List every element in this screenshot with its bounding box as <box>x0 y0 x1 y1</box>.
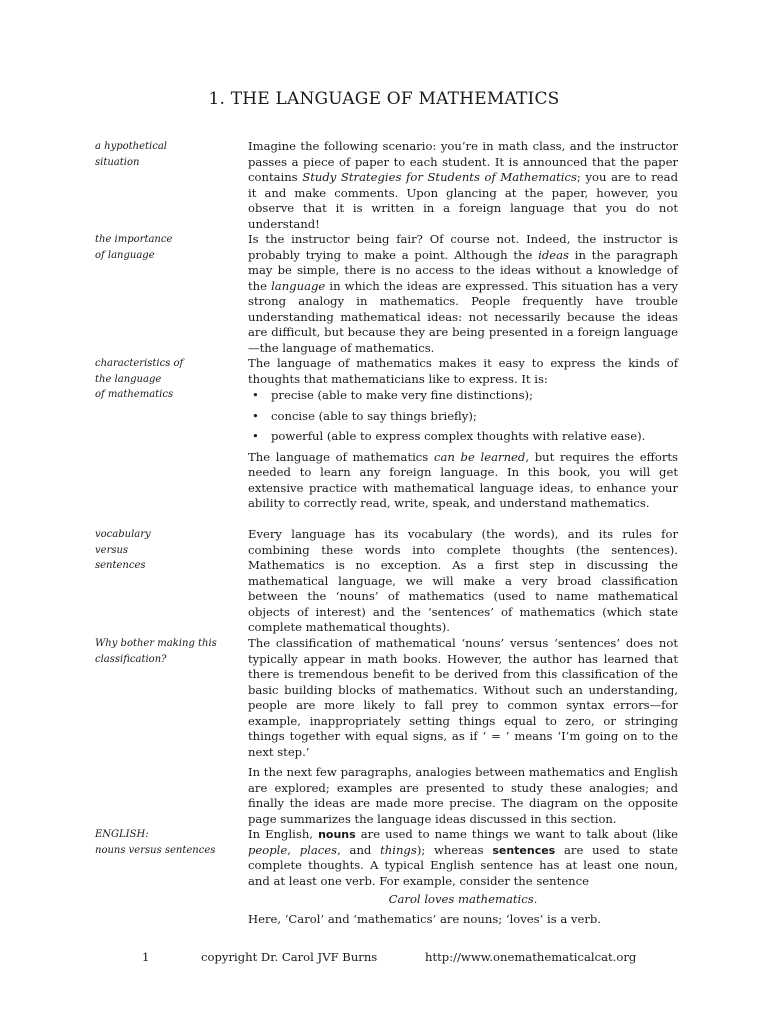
margin-note: ENGLISH: nouns versus sentences <box>95 829 216 856</box>
margin-note: a hypothetical situation <box>95 141 168 168</box>
section-body <box>248 527 678 636</box>
paragraph: Here, ‘Carol’ and ‘mathematics’ are nouns; ‘loves’ is a verb. <box>248 911 601 926</box>
paragraph: The language of mathematics can be learned, but requires the efforts needed to learn any foreign language. In this book, you will get extensive practice with mathematical language ideas, to enhance your ability to correctly read, write, speak, and understand mathematics. <box>248 449 678 510</box>
paragraph: In the next few paragraphs, analogies between mathematics and English are explored; examples are presented to study these analogies; and finally the ideas are made more precise. The diagram on the opposite page summarizes the language ideas discussed in this section. <box>248 765 678 826</box>
paragraph: The classification of mathematical ‘nouns’ versus ‘sentences’ does not typically appear in math books. However, the author has learned that there is tremendous benefit to be derived from this classification of the basic building blocks of mathematics. Without such an understanding, people are more likely to fall prey to common syntax errors—for example, inappropriately setting things equal to zero, or stringing things together with equal signs, as if ‘ = ’ means ‘I’m going on to the next step.’ <box>248 636 678 759</box>
paragraph: The language of mathematics makes it easy to express the kinds of thoughts that mathematicians like to express. It is: <box>248 356 678 386</box>
paragraph: Every language has its vocabulary (the words), and its rules for combining these words into complete thoughts (the sentences). Mathematics is no exception. As a first step in discussing the mathematical language, we will make a very broad classification between the ‘nouns’ of mathematics (used to name mathematical objects of interest) and the ‘sentences’ of mathematics (which state complete mathematical thoughts). <box>248 527 678 634</box>
list-item: • powerful (able to express complex thoughts with relative ease). <box>248 429 678 445</box>
paragraph: In English, nouns are used to name things we want to talk about (like people, places, and things); whereas sentences are used to state complete thoughts. A typical English sentence has at least one noun, and at least one verb. For example, consider the sentence <box>248 827 679 888</box>
website-url: http://www.onemathematicalcat.org <box>425 950 637 964</box>
page-title: 1. THE LANGUAGE OF MATHEMATICS <box>208 89 560 109</box>
example-sentence: Carol loves mathematics. <box>388 892 538 906</box>
characteristics-list <box>248 388 678 445</box>
list-item: • precise (able to make very fine distinctions); <box>248 388 678 404</box>
section-body <box>248 139 678 232</box>
margin-note: vocabulary versus sentences <box>95 529 151 571</box>
section-body <box>248 827 678 927</box>
paragraph: Is the instructor being fair? Of course not. Indeed, the instructor is probably trying to make a point. Although the ideas in the paragraph may be simple, there is no access to the ideas without a knowledge of the language in which the ideas are expressed. This situation has a very strong analogy in mathematics. People frequently have trouble understanding mathematical ideas: not necessarily because the ideas are difficult, but because they are being presented in a foreign language—the language of mathematics. <box>248 232 678 355</box>
list-item: • concise (able to say things briefly); <box>248 409 678 425</box>
paragraph: Imagine the following scenario: you’re in math class, and the instructor passes a piece of paper to each student. It is announced that the paper contains Study Strategies for Students of Mathematics; you are to read it and make comments. Upon glancing at the paper, however, you observe that it is written in a foreign language that you do not understand! <box>248 139 678 231</box>
page-number: 1 <box>142 950 150 964</box>
section-body <box>248 232 678 356</box>
margin-note: Why bother making this classification? <box>95 638 217 665</box>
margin-note: characteristics of the language of mathematics <box>95 358 184 400</box>
margin-note: the importance of language <box>95 234 173 261</box>
section-body <box>248 356 678 512</box>
copyright-text: copyright Dr. Carol JVF Burns <box>201 950 378 964</box>
section-body <box>248 636 678 827</box>
